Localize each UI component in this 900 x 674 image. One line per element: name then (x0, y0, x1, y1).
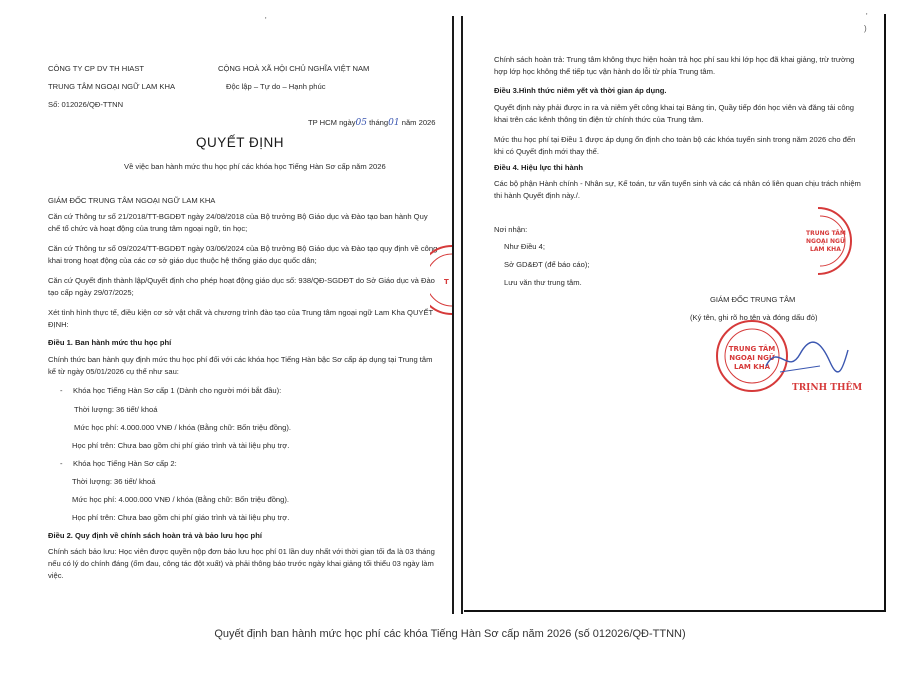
center-name: TRUNG TÂM NGOẠI NGỮ LAM KHA (48, 82, 176, 91)
article-1-title: Điều 1. Ban hành mức thu học phí (48, 338, 172, 347)
date-day: 05 (355, 118, 367, 128)
article-1-text: Chính thức ban hành quy định mức thu học phí đối với các khóa học Tiếng Hàn bậc Sơ cấp áp dụng tại Trung tâm kể từ ngày 05/01/2026 cụ thể như sau: (48, 355, 433, 376)
signer-title: GIÁM ĐỐC TRUNG TÂM (710, 295, 796, 304)
course-1-note: Học phí trên: Chưa bao gồm chi phí giáo trình và tài liệu phụ trợ. (72, 441, 290, 450)
refund-policy: Chính sách hoàn trả: Trung tâm không thực hiện hoàn trả học phí sau khi lớp học đã khai giảng, trừ trường hợp lớp học không thể tiếp tục vận hành do lỗi từ phía Trung tâm. (494, 55, 855, 76)
legal-basis-3: Căn cứ Quyết định thành lập/Quyết định cho phép hoạt động giáo dục số: 938/QĐ-SGDĐT do Sở Giáo dục và Đào tạo cấp ngày 29/07/2025; (48, 276, 435, 297)
article-3-text-2: Mức thu học phí tại Điều 1 được áp dụng ổn định cho toàn bộ các khóa tuyển sinh trong năm 2026 cho đến khi có Quyết định mới thay thế. (494, 135, 856, 156)
svg-text:LAM KHA: LAM KHA (810, 246, 841, 253)
date-suffix: năm 2026 (401, 118, 436, 127)
page-divider (461, 16, 463, 614)
page-divider (452, 16, 454, 614)
issuer-heading: GIÁM ĐỐC TRUNG TÂM NGOẠI NGỮ LAM KHA (48, 196, 216, 205)
signature-icon (760, 336, 850, 384)
course-1-fee: Mức học phí: 4.000.000 VNĐ / khóa (Bằng chữ: Bốn triệu đồng). (74, 423, 292, 432)
svg-text:NGOẠI NGỮ: NGOẠI NGỮ (729, 354, 775, 362)
date-prefix: TP HCM ngày (308, 118, 356, 127)
legal-basis-4: Xét tình hình thực tế, điều kiện cơ sở vật chất và chương trình đào tạo của Trung tâm ngoại ngữ Lam Kha QUYẾT ĐỊNH: (48, 308, 434, 329)
svg-text:TRUNG TÂM: TRUNG TÂM (806, 230, 846, 237)
course-2-fee: Mức học phí: 4.000.000 VNĐ / khóa (Bằng chữ: Bốn triệu đồng). (72, 495, 290, 504)
document-page-right (464, 14, 886, 612)
article-3-title: Điều 3.Hình thức niêm yết và thời gian áp dụng. (494, 86, 667, 95)
recipient-item: Sở GD&ĐT (để báo cáo); (504, 260, 590, 269)
legal-basis-1: Căn cứ Thông tư số 21/2018/TT-BGDĐT ngày 24/08/2018 của Bộ trưởng Bộ Giáo dục và Đào tạo ban hành Quy chế tổ chức và hoạt động của trung tâm ngoại ngữ, tin học; (48, 212, 428, 233)
recipient-item: Như Điều 4; (504, 242, 545, 251)
document-number: Số: 012026/QĐ-TTNN (48, 100, 124, 109)
course-1-duration: Thời lượng: 36 tiết/ khoá (74, 405, 158, 414)
course-2-duration: Thời lượng: 36 tiết/ khoá (72, 477, 156, 486)
issue-date (308, 118, 436, 128)
svg-text:T: T (444, 278, 449, 286)
recipients-label: Nơi nhận: (494, 225, 528, 234)
course-2-note: Học phí trên: Chưa bao gồm chi phí giáo trình và tài liệu phụ trợ. (72, 513, 290, 522)
company-name: CÔNG TY CP DV TH HIAST (48, 64, 145, 73)
scan-mark: ' (866, 12, 868, 21)
image-caption: Quyết định ban hành mức học phí các khóa Tiếng Hàn Sơ cấp năm 2026 (số 012026/QĐ-TTNN) (214, 628, 686, 640)
legal-basis-2: Căn cứ Thông tư số 09/2024/TT-BGDĐT ngày 03/06/2024 của Bộ trưởng Bộ Giáo dục và Đào tạo quy định về công khai trong hoạt động của các cơ sở giáo dục thuộc hệ thống giáo dục quốc dân; (48, 244, 438, 265)
seal-fragment-icon (430, 244, 452, 316)
signer-name: TRỊNH THÊM (792, 383, 863, 393)
recipient-item: Lưu văn thư trung tâm. (504, 278, 582, 287)
bullet-icon: - (60, 459, 63, 468)
date-month-label: tháng (369, 118, 389, 127)
svg-text:LAM KHA: LAM KHA (734, 363, 770, 371)
article-2-text: Chính sách bảo lưu: Học viên được quyền nộp đơn bảo lưu học phí 01 lần duy nhất với thời gian tối đa là 03 tháng nếu có lý do chính đáng (ốm đau, công tác đột xuất) và phải thông báo trước ngày khai giảng tối thiểu 03 ngày làm việc. (48, 547, 435, 580)
svg-text:TRUNG TÂM: TRUNG TÂM (728, 345, 776, 353)
article-4-title: Điều 4. Hiệu lực thi hành (494, 163, 584, 172)
scan-mark: ) (864, 24, 867, 33)
national-motto: Độc lập – Tự do – Hạnh phúc (226, 82, 326, 91)
scan-mark: ' (265, 16, 267, 25)
bullet-icon: - (60, 386, 63, 395)
national-title: CỘNG HOÀ XÃ HỘI CHỦ NGHĨA VIỆT NAM (218, 64, 370, 73)
seal-upper-icon (800, 204, 854, 278)
article-2-title: Điều 2. Quy định về chính sách hoàn trả và bảo lưu học phí (48, 531, 262, 540)
article-3-text-1: Quyết định này phải được in ra và niêm yết công khai tại Bảng tin, Quầy tiếp đón học viên và đăng tải công khai trên các kênh thông tin điện tử chính thức của Trung tâm. (494, 103, 855, 124)
svg-text:NGOẠI NGỮ: NGOẠI NGỮ (806, 238, 845, 245)
course-2-name: Khóa học Tiếng Hàn Sơ cấp 2: (73, 459, 177, 468)
signer-note: (Ký tên, ghi rõ họ tên và đóng dấu đỏ) (690, 313, 818, 322)
document-title: QUYẾT ĐỊNH (196, 135, 285, 150)
document-page-left (20, 14, 452, 610)
course-1-name: Khóa học Tiếng Hàn Sơ cấp 1 (Dành cho người mới bắt đầu): (73, 386, 282, 395)
article-4-text: Các bộ phận Hành chính - Nhân sự, Kế toán, tư vấn tuyển sinh và các cá nhân có liên quan chịu trách nhiệm thi hành Quyết định này./. (494, 179, 861, 200)
document-subtitle: Về việc ban hành mức thu học phí các khóa học Tiếng Hàn Sơ cấp năm 2026 (124, 162, 386, 171)
date-month: 01 (388, 118, 400, 128)
